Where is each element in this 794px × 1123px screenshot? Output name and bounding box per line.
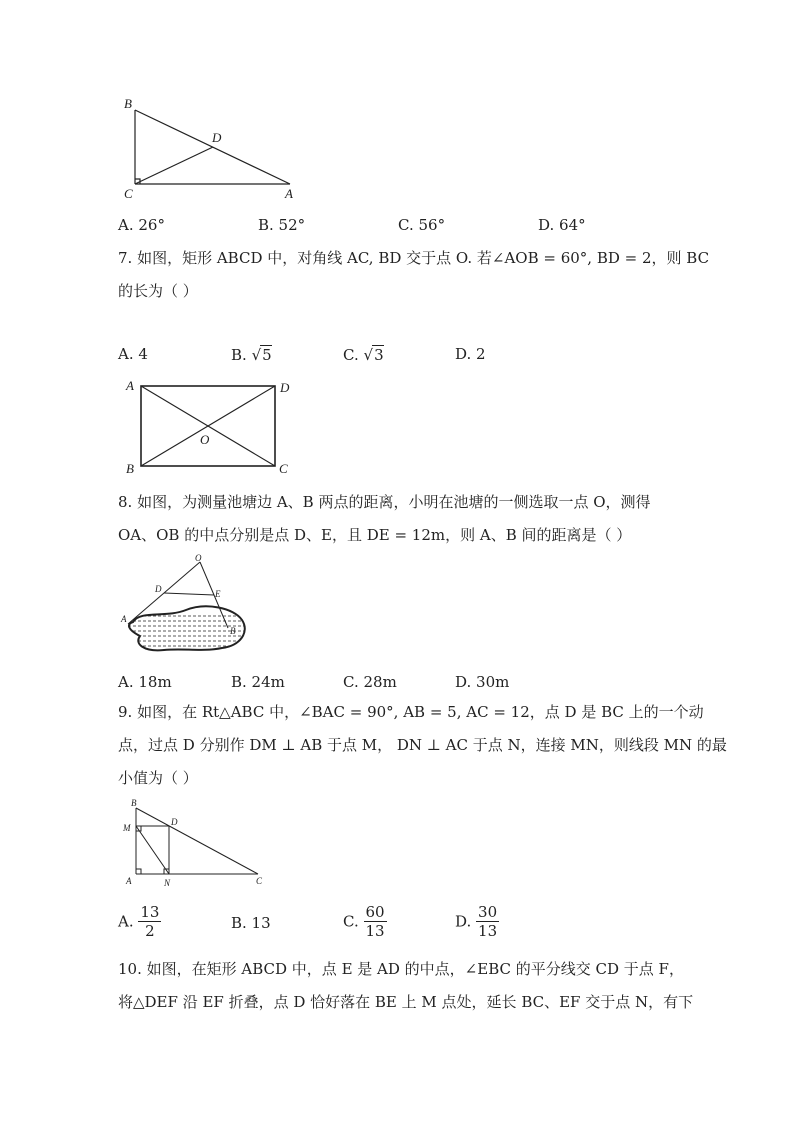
q9-label-c: C [256, 876, 263, 886]
q6-option-b[interactable]: B. 52° [258, 216, 306, 234]
sqrt-icon: √ [251, 346, 262, 364]
q9-text-line2: 点，过点 D 分别作 DM ⊥ AB 于点 M， DN ⊥ AC 于点 N，连接 MN，则线段 MN 的最 [118, 736, 727, 754]
q7-option-a[interactable]: A. 4 [118, 345, 148, 363]
q7-option-b-prefix: B. [231, 346, 247, 364]
q7-text-line1: 7. 如图，矩形 ABCD 中，对角线 AC, BD 交于点 O. 若∠AOB = 60°, BD = 2，则 BC [118, 249, 710, 267]
q6-option-a[interactable]: A. 26° [118, 216, 165, 234]
q8-label-e: E [215, 589, 221, 599]
q7-text-line2: 的长为（ ） [118, 282, 198, 300]
q9-option-d[interactable] [455, 903, 499, 940]
q8-option-d[interactable]: D. 30m [455, 673, 510, 691]
q9-label-m: M [123, 823, 131, 833]
q7-label-b: B [126, 461, 134, 476]
q9-option-a-denominator: 2 [145, 922, 155, 940]
q9-option-c-fraction [364, 903, 387, 940]
q8-label-d: D [155, 584, 162, 594]
q7-option-c-prefix: C. [343, 346, 359, 364]
q9-triangle-figure [118, 796, 278, 892]
q6-option-c[interactable]: C. 56° [398, 216, 446, 234]
q7-label-d: D [280, 380, 290, 395]
q6-label-b: B [124, 96, 132, 111]
q6-triangle-figure [118, 92, 308, 202]
q8-option-b[interactable]: B. 24m [231, 673, 285, 691]
q7-rectangle-figure [118, 374, 308, 480]
q9-option-c-numerator: 60 [365, 903, 385, 921]
q7-option-b-radicand: 5 [262, 346, 272, 364]
q9-text-line3: 小值为（ ） [118, 769, 198, 787]
q6-label-c: C [124, 186, 133, 201]
q9-option-a-prefix: A. [118, 912, 134, 931]
q7-option-c-radicand: 3 [374, 346, 384, 364]
q10-text-line1: 10. 如图，在矩形 ABCD 中，点 E 是 AD 的中点，∠EBC 的平分线交 CD 于点 F， [118, 960, 684, 978]
q6-option-d[interactable]: D. 64° [538, 216, 586, 234]
q10-text-line2: 将△DEF 沿 EF 折叠，点 D 恰好落在 BE 上 M 点处，延长 BC、EF 交于点 N，有下 [118, 993, 694, 1011]
q9-option-a-numerator: 13 [140, 903, 160, 921]
q6-label-d: D [212, 130, 222, 145]
q8-option-a[interactable]: A. 18m [118, 673, 172, 691]
q9-option-c-prefix: C. [343, 912, 359, 931]
q8-label-a: A [121, 614, 127, 624]
sqrt-icon: √ [363, 346, 374, 364]
q7-label-c: C [279, 461, 288, 476]
q9-option-d-denominator: 13 [478, 922, 498, 940]
q9-option-d-fraction [476, 903, 499, 940]
q8-pond-figure [118, 552, 258, 660]
q8-label-o: O [195, 553, 202, 563]
q9-label-a: A [126, 876, 132, 886]
q9-text-line1: 9. 如图，在 Rt△ABC 中，∠BAC = 90°, AB = 5, AC = 12，点 D 是 BC 上的一个动 [118, 703, 704, 721]
q9-option-a-fraction [138, 903, 161, 940]
q7-option-c[interactable] [343, 345, 384, 364]
q9-option-d-numerator: 30 [478, 903, 498, 921]
q8-text-line1: 8. 如图，为测量池塘边 A、B 两点的距离，小明在池塘的一侧选取一点 O，测得 [118, 493, 651, 511]
q7-label-o: O [200, 432, 210, 447]
q9-option-c[interactable] [343, 903, 387, 940]
q8-text-line2: OA、OB 的中点分别是点 D、E，且 DE = 12m，则 A、B 间的距离是（ ） [118, 526, 632, 544]
q6-label-a: A [285, 186, 293, 201]
q9-option-d-prefix: D. [455, 912, 472, 931]
q7-label-a: A [126, 378, 134, 393]
q9-label-n: N [164, 878, 171, 888]
q9-label-d: D [171, 817, 178, 827]
q8-option-c[interactable]: C. 28m [343, 673, 397, 691]
q9-option-a[interactable] [118, 903, 161, 940]
q9-option-b[interactable]: B. 13 [231, 914, 271, 932]
q9-option-c-denominator: 13 [365, 922, 385, 940]
q7-option-d[interactable]: D. 2 [455, 345, 486, 363]
q9-label-b: B [131, 798, 137, 808]
q7-option-b[interactable] [231, 345, 272, 364]
q8-label-b: B [230, 626, 236, 636]
